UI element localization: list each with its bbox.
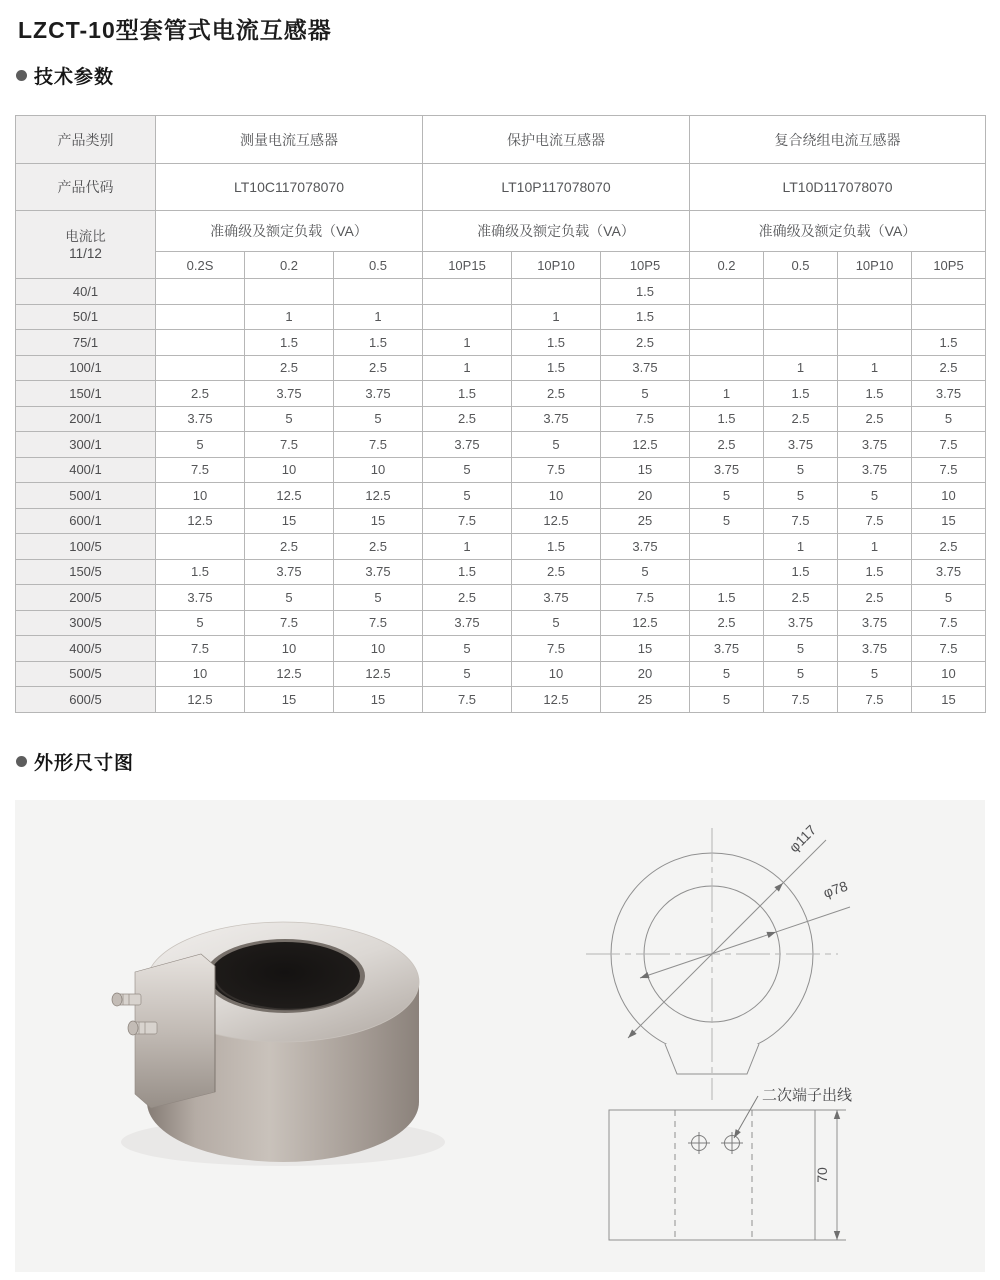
accuracy-class-cell: 10P10 [512,252,601,279]
value-cell: 2.5 [512,381,601,407]
table-row [16,457,986,483]
value-cell: 3.75 [423,610,512,636]
value-cell: 7.5 [912,432,986,458]
value-cell: 10 [512,483,601,509]
tech-params-table [15,115,986,713]
ratio-cell: 300/5 [16,610,156,636]
value-cell: 25 [601,508,690,534]
burden-label-cell: 准确级及额定负载（VA） [156,211,423,252]
value-cell [912,304,986,330]
value-cell: 5 [690,483,764,509]
table-row [16,381,986,407]
height-dimension-label: 70 [814,1167,830,1183]
ratio-cell: 100/5 [16,534,156,560]
value-cell: 5 [764,661,838,687]
ratio-label-cell [16,211,156,279]
value-cell: 10 [245,636,334,662]
value-cell: 10 [334,457,423,483]
value-cell: 10 [512,661,601,687]
table-row [16,252,986,279]
ratio-cell: 600/1 [16,508,156,534]
value-cell: 5 [423,661,512,687]
accuracy-class-cell: 0.5 [764,252,838,279]
value-cell: 3.75 [764,610,838,636]
table-row [16,483,986,509]
value-cell: 2.5 [334,534,423,560]
category-label-cell: 产品类别 [16,116,156,164]
value-cell: 2.5 [601,330,690,356]
ratio-cell: 600/5 [16,687,156,713]
table-row [16,559,986,585]
value-cell: 3.75 [838,610,912,636]
value-cell [156,355,245,381]
section-heading-tech-params [16,62,114,89]
value-cell: 3.75 [838,457,912,483]
group-name-cell: 复合绕组电流互感器 [690,116,986,164]
product-code-cell: LT10P117078070 [423,164,690,211]
value-cell: 3.75 [838,636,912,662]
value-cell: 5 [690,661,764,687]
value-cell: 3.75 [912,381,986,407]
value-cell: 25 [601,687,690,713]
value-cell: 7.5 [512,457,601,483]
value-cell [690,304,764,330]
value-cell: 1 [690,381,764,407]
value-cell: 2.5 [156,381,245,407]
value-cell: 3.75 [690,636,764,662]
value-cell: 1.5 [601,279,690,305]
value-cell [764,330,838,356]
value-cell: 2.5 [690,610,764,636]
value-cell: 1.5 [156,559,245,585]
product-photo [112,922,445,1166]
table-row [16,610,986,636]
value-cell: 7.5 [156,457,245,483]
group-name-cell: 测量电流互感器 [156,116,423,164]
value-cell [156,534,245,560]
value-cell: 2.5 [838,406,912,432]
table-row [16,534,986,560]
value-cell: 7.5 [601,585,690,611]
value-cell: 15 [912,508,986,534]
value-cell: 15 [334,687,423,713]
table-row [16,164,986,211]
accuracy-class-cell: 10P5 [601,252,690,279]
bullet-icon [16,756,27,767]
outline-dimensions-panel [15,800,985,1272]
value-cell [764,279,838,305]
ratio-cell: 150/5 [16,559,156,585]
value-cell: 1.5 [334,330,423,356]
value-cell: 3.75 [838,432,912,458]
value-cell [690,559,764,585]
value-cell: 1.5 [838,381,912,407]
table-row [16,116,986,164]
table-body [16,279,986,713]
value-cell: 5 [245,585,334,611]
value-cell: 1 [764,534,838,560]
value-cell: 3.75 [764,432,838,458]
table-row [16,636,986,662]
value-cell: 1.5 [690,406,764,432]
terminal-screw-icon [128,1021,157,1035]
value-cell: 3.75 [423,432,512,458]
value-cell: 3.75 [601,355,690,381]
value-cell: 3.75 [334,381,423,407]
outer-diameter-label: φ117 [785,821,820,856]
value-cell: 5 [690,687,764,713]
value-cell [764,304,838,330]
value-cell: 5 [601,559,690,585]
value-cell: 7.5 [764,508,838,534]
value-cell: 5 [601,381,690,407]
value-cell: 3.75 [156,585,245,611]
value-cell: 5 [838,661,912,687]
value-cell: 20 [601,483,690,509]
value-cell: 5 [423,636,512,662]
ratio-cell: 400/5 [16,636,156,662]
value-cell: 5 [690,508,764,534]
table-row [16,330,986,356]
accuracy-class-cell: 10P10 [838,252,912,279]
ratio-cell: 100/1 [16,355,156,381]
table-row [16,304,986,330]
value-cell: 5 [764,483,838,509]
value-cell: 10 [156,661,245,687]
value-cell: 7.5 [245,432,334,458]
accuracy-class-cell: 0.2 [690,252,764,279]
value-cell: 7.5 [912,457,986,483]
inner-diameter-label: φ78 [821,877,850,901]
value-cell [423,304,512,330]
value-cell: 1 [334,304,423,330]
value-cell: 3.75 [156,406,245,432]
value-cell: 1.5 [512,355,601,381]
value-cell: 15 [601,457,690,483]
value-cell: 20 [601,661,690,687]
product-code-cell: LT10C117078070 [156,164,423,211]
value-cell: 2.5 [334,355,423,381]
value-cell: 5 [156,432,245,458]
value-cell: 7.5 [245,610,334,636]
value-cell: 10 [156,483,245,509]
value-cell: 7.5 [334,610,423,636]
value-cell [512,279,601,305]
value-cell: 1 [838,355,912,381]
value-cell: 1 [764,355,838,381]
bullet-icon [16,70,27,81]
value-cell [156,330,245,356]
ratio-label-line1: 电流比 [65,228,106,244]
value-cell: 2.5 [245,355,334,381]
value-cell: 5 [423,483,512,509]
value-cell: 10 [912,661,986,687]
section-heading-text: 技术参数 [34,67,115,88]
value-cell: 12.5 [245,661,334,687]
table-row [16,508,986,534]
value-cell: 2.5 [838,585,912,611]
value-cell: 1 [423,330,512,356]
value-cell: 7.5 [423,508,512,534]
value-cell: 5 [512,610,601,636]
value-cell: 2.5 [764,585,838,611]
ratio-label-line2: 11/12 [69,245,102,261]
value-cell [838,304,912,330]
value-cell: 10 [245,457,334,483]
value-cell [690,534,764,560]
section-heading-outline-dims [16,748,134,775]
table-row [16,211,986,252]
value-cell: 10 [334,636,423,662]
value-cell: 1 [245,304,334,330]
table-row [16,432,986,458]
value-cell: 12.5 [512,687,601,713]
value-cell: 7.5 [764,687,838,713]
table-row [16,355,986,381]
value-cell: 2.5 [912,534,986,560]
value-cell [245,279,334,305]
group-name-cell: 保护电流互感器 [423,116,690,164]
value-cell: 1.5 [512,534,601,560]
value-cell: 1 [512,304,601,330]
accuracy-class-cell: 0.5 [334,252,423,279]
value-cell: 5 [156,610,245,636]
value-cell [156,304,245,330]
value-cell [423,279,512,305]
value-cell: 2.5 [690,432,764,458]
value-cell: 12.5 [512,508,601,534]
side-view-drawing [609,1087,852,1240]
burden-label-cell: 准确级及额定负载（VA） [690,211,986,252]
ratio-cell: 300/1 [16,432,156,458]
table-row [16,661,986,687]
value-cell: 7.5 [912,610,986,636]
ratio-cell: 150/1 [16,381,156,407]
value-cell: 7.5 [838,687,912,713]
value-cell: 5 [245,406,334,432]
value-cell: 1.5 [245,330,334,356]
table-row [16,585,986,611]
ratio-cell: 500/1 [16,483,156,509]
value-cell: 5 [912,585,986,611]
value-cell: 5 [764,636,838,662]
value-cell: 5 [838,483,912,509]
value-cell: 7.5 [838,508,912,534]
value-cell: 15 [245,687,334,713]
value-cell: 2.5 [764,406,838,432]
value-cell: 15 [245,508,334,534]
value-cell: 12.5 [156,508,245,534]
value-cell: 1.5 [690,585,764,611]
table-row [16,279,986,305]
value-cell: 7.5 [334,432,423,458]
value-cell: 1.5 [764,559,838,585]
value-cell: 2.5 [912,355,986,381]
value-cell: 1.5 [838,559,912,585]
value-cell: 3.75 [245,559,334,585]
page-title: LZCT-10型套管式电流互感器 [18,17,332,43]
value-cell: 1.5 [764,381,838,407]
value-cell: 3.75 [245,381,334,407]
ratio-cell: 500/5 [16,661,156,687]
accuracy-class-cell: 0.2 [245,252,334,279]
value-cell: 1 [838,534,912,560]
value-cell: 7.5 [156,636,245,662]
value-cell: 12.5 [245,483,334,509]
value-cell: 5 [423,457,512,483]
value-cell [838,330,912,356]
ratio-cell: 400/1 [16,457,156,483]
terminal-mark-icon [721,1132,743,1154]
value-cell: 5 [512,432,601,458]
value-cell: 7.5 [423,687,512,713]
value-cell [912,279,986,305]
outline-drawings [15,800,985,1272]
value-cell: 1 [423,534,512,560]
value-cell [690,279,764,305]
value-cell: 12.5 [601,432,690,458]
ratio-cell: 40/1 [16,279,156,305]
value-cell: 1.5 [912,330,986,356]
value-cell: 15 [601,636,690,662]
value-cell: 3.75 [512,585,601,611]
value-cell: 5 [764,457,838,483]
value-cell: 5 [334,585,423,611]
value-cell [838,279,912,305]
value-cell: 2.5 [423,406,512,432]
value-cell: 2.5 [423,585,512,611]
terminal-mark-icon [688,1132,710,1154]
front-view-drawing [586,822,850,1100]
value-cell: 12.5 [334,661,423,687]
value-cell: 12.5 [334,483,423,509]
value-cell: 1.5 [601,304,690,330]
product-code-cell: LT10D117078070 [690,164,986,211]
value-cell [334,279,423,305]
code-label-cell: 产品代码 [16,164,156,211]
burden-label-cell: 准确级及额定负载（VA） [423,211,690,252]
value-cell: 3.75 [601,534,690,560]
value-cell: 2.5 [245,534,334,560]
accuracy-class-cell: 10P15 [423,252,512,279]
accuracy-class-cell: 0.2S [156,252,245,279]
terminal-screw-icon [112,993,141,1006]
value-cell: 3.75 [512,406,601,432]
ratio-cell: 75/1 [16,330,156,356]
value-cell: 12.5 [601,610,690,636]
value-cell [156,279,245,305]
value-cell: 7.5 [512,636,601,662]
ratio-cell: 50/1 [16,304,156,330]
value-cell: 3.75 [334,559,423,585]
value-cell: 5 [334,406,423,432]
value-cell: 5 [912,406,986,432]
value-cell: 1 [423,355,512,381]
value-cell: 15 [912,687,986,713]
value-cell: 1.5 [423,559,512,585]
section-heading-text: 外形尺寸图 [34,753,135,774]
ratio-cell: 200/1 [16,406,156,432]
table-row [16,687,986,713]
value-cell [690,355,764,381]
value-cell: 3.75 [690,457,764,483]
value-cell [690,330,764,356]
value-cell: 10 [912,483,986,509]
value-cell: 7.5 [601,406,690,432]
table-row [16,406,986,432]
value-cell: 1.5 [512,330,601,356]
value-cell: 12.5 [156,687,245,713]
ratio-cell: 200/5 [16,585,156,611]
value-cell: 1.5 [423,381,512,407]
value-cell: 3.75 [912,559,986,585]
accuracy-class-cell: 10P5 [912,252,986,279]
value-cell: 2.5 [512,559,601,585]
value-cell: 15 [334,508,423,534]
secondary-terminal-label: 二次端子出线 [762,1087,853,1104]
value-cell: 7.5 [912,636,986,662]
